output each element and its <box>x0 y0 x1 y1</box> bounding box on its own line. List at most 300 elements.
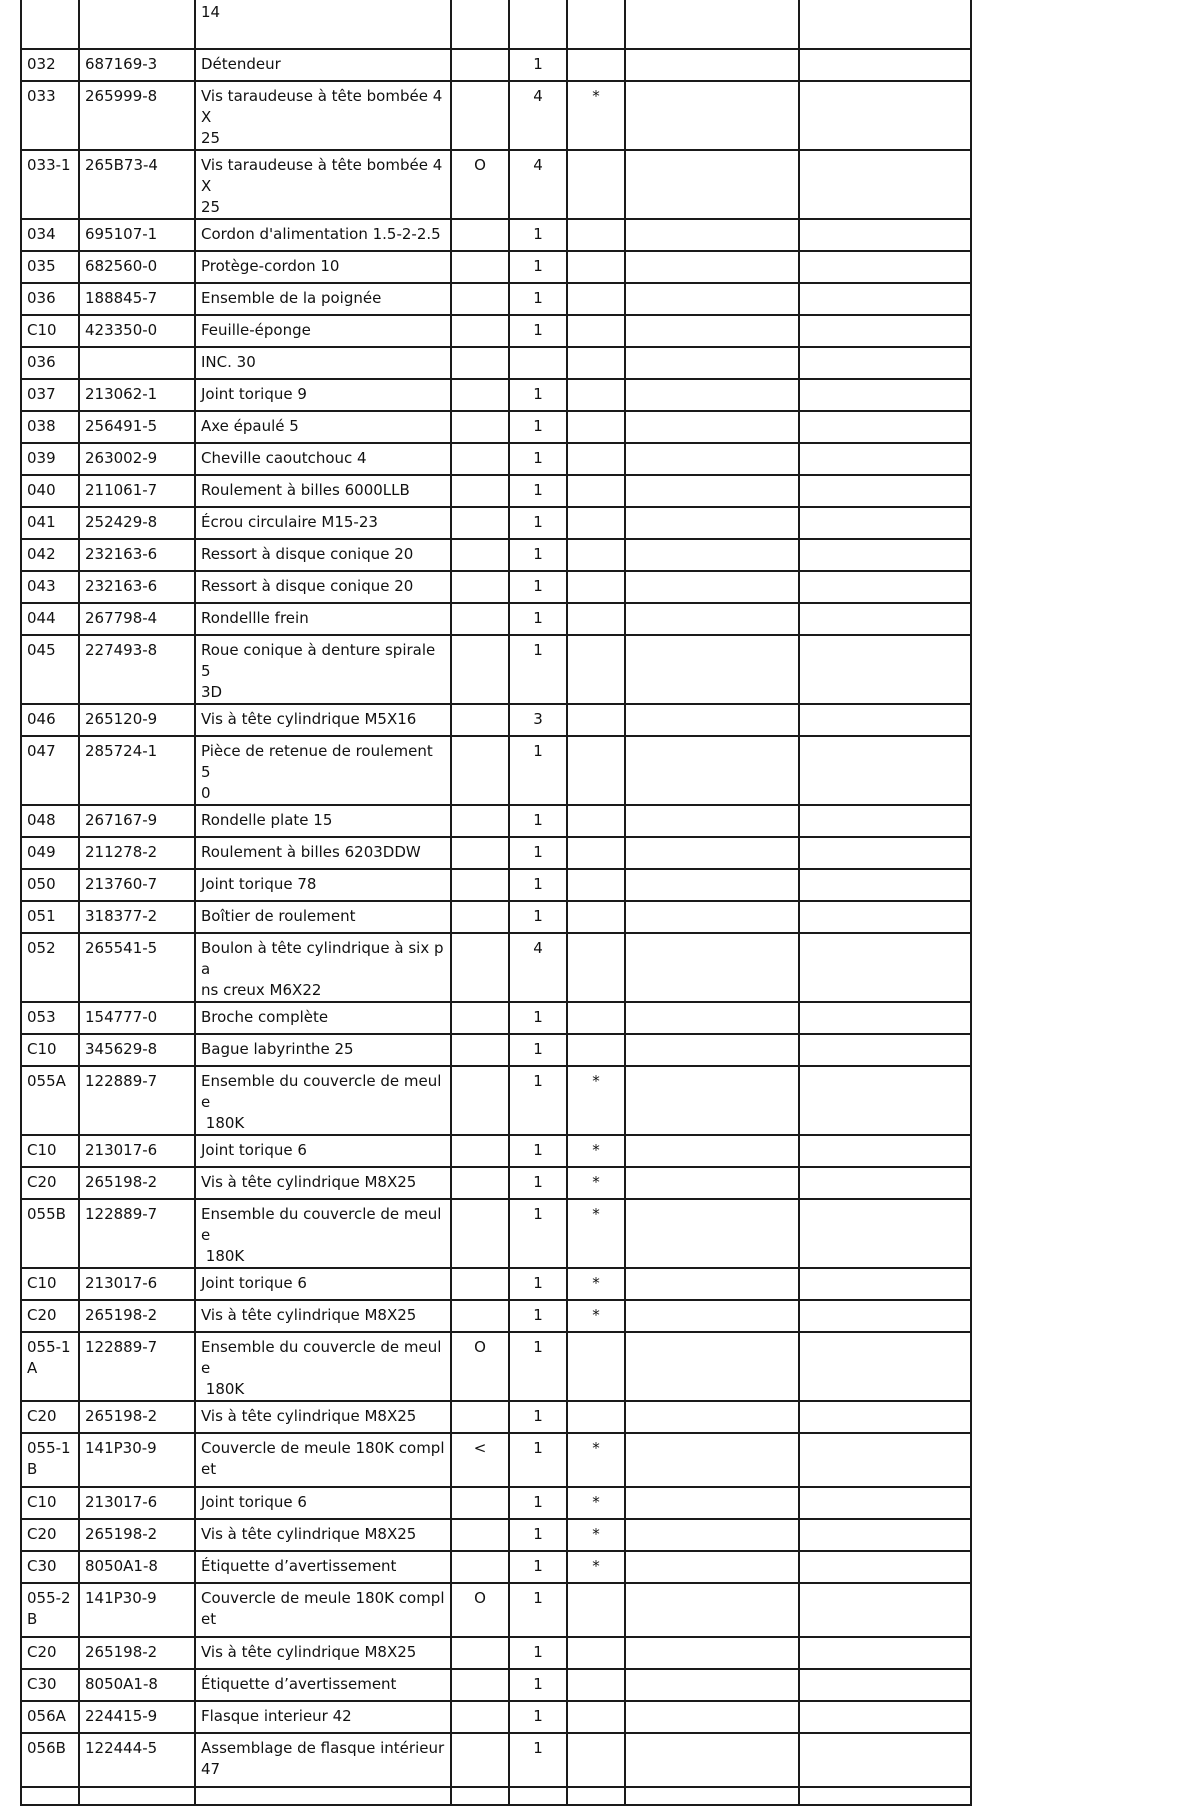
part-code-text: 211278-2 <box>85 843 158 861</box>
part-ref-cell <box>21 283 79 315</box>
table-row <box>21 539 971 571</box>
part-note-cell <box>451 411 509 443</box>
empty-cell-1 <box>625 704 799 736</box>
empty-cell-1 <box>625 1300 799 1332</box>
part-code-cell <box>79 1135 195 1167</box>
empty-cell-2 <box>799 443 971 475</box>
part-code-cell <box>79 1733 195 1787</box>
parts-table-body <box>21 0 971 1805</box>
part-code-cell <box>79 571 195 603</box>
part-code-cell <box>79 251 195 283</box>
part-description-cell <box>195 1733 451 1787</box>
table-row <box>21 443 971 475</box>
part-quantity-cell <box>509 1487 567 1519</box>
table-row <box>21 1669 971 1701</box>
part-code-cell <box>79 704 195 736</box>
part-description-text: Étiquette d’avertissement <box>201 1675 397 1693</box>
table-row <box>21 379 971 411</box>
part-description-cell <box>195 901 451 933</box>
part-code-cell <box>79 1300 195 1332</box>
part-quantity-cell <box>509 869 567 901</box>
part-code-text: 318377-2 <box>85 907 158 925</box>
empty-cell-2 <box>799 0 971 49</box>
part-ref-cell <box>21 837 79 869</box>
empty-cell-2 <box>799 1300 971 1332</box>
part-ref-cell <box>21 1332 79 1401</box>
part-description-text: Ressort à disque conique 20 <box>201 577 414 595</box>
part-ref-text: 032 <box>27 55 56 73</box>
part-quantity-text: 1 <box>533 257 543 275</box>
part-quantity-cell <box>509 933 567 1002</box>
empty-cell-1 <box>625 1135 799 1167</box>
table-row <box>21 571 971 603</box>
empty-cell-1 <box>625 347 799 379</box>
part-description-text: Écrou circulaire M15-23 <box>201 513 378 531</box>
part-mark-cell <box>567 704 625 736</box>
part-description-text: Assemblage de flasque intérieur 47 <box>201 1739 445 1778</box>
part-description-text: Couvercle de meule 180K compl et <box>201 1589 445 1628</box>
part-description-cell <box>195 1519 451 1551</box>
empty-cell-1 <box>625 475 799 507</box>
part-code-text: 263002-9 <box>85 449 158 467</box>
empty-cell-2 <box>799 539 971 571</box>
part-code-cell <box>79 933 195 1002</box>
empty-cell-2 <box>799 283 971 315</box>
part-ref-text: 033-1 <box>27 156 71 174</box>
part-description-text: Axe épaulé 5 <box>201 417 299 435</box>
part-code-text: 188845-7 <box>85 289 158 307</box>
part-quantity-cell <box>509 1002 567 1034</box>
part-description-cell <box>195 443 451 475</box>
empty-cell-1 <box>625 1433 799 1487</box>
part-code-text: 423350-0 <box>85 321 158 339</box>
empty-cell-1 <box>625 379 799 411</box>
table-row <box>21 49 971 81</box>
part-ref-text: 041 <box>27 513 56 531</box>
part-quantity-cell <box>509 1199 567 1268</box>
part-mark-cell <box>567 1002 625 1034</box>
empty-cell-1 <box>625 507 799 539</box>
empty-cell-1 <box>625 1733 799 1787</box>
part-quantity-text: 4 <box>533 156 543 174</box>
part-ref-text: C10 <box>27 321 57 339</box>
table-row <box>21 1002 971 1034</box>
table-row <box>21 0 971 49</box>
table-row <box>21 1135 971 1167</box>
empty-cell-1 <box>625 1401 799 1433</box>
empty-cell-1 <box>625 571 799 603</box>
part-quantity-text: 1 <box>533 449 543 467</box>
part-ref-cell <box>21 704 79 736</box>
part-quantity-text: 1 <box>533 609 543 627</box>
table-row <box>21 411 971 443</box>
empty-cell-2 <box>799 379 971 411</box>
empty-cell-2 <box>799 150 971 219</box>
empty-cell-1 <box>625 1583 799 1637</box>
part-quantity-cell <box>509 1167 567 1199</box>
part-description-cell <box>195 1135 451 1167</box>
part-description-cell <box>195 379 451 411</box>
part-code-text: 285724-1 <box>85 742 158 760</box>
part-mark-cell <box>567 571 625 603</box>
part-quantity-text: 1 <box>533 1675 543 1693</box>
empty-cell-2 <box>799 736 971 805</box>
part-note-cell <box>451 1199 509 1268</box>
part-mark-text: * <box>592 1173 600 1191</box>
part-quantity-text: 1 <box>533 55 543 73</box>
part-code-text: 265120-9 <box>85 710 158 728</box>
part-ref-cell <box>21 603 79 635</box>
part-code-text: 267798-4 <box>85 609 158 627</box>
part-quantity-text: 1 <box>533 1707 543 1725</box>
part-description-cell <box>195 1701 451 1733</box>
table-row <box>21 1433 971 1487</box>
part-description-text: Boulon à tête cylindrique à six pa ns creux M6X22 <box>201 939 444 999</box>
part-quantity-text: 1 <box>533 1274 543 1292</box>
part-mark-cell <box>567 603 625 635</box>
part-quantity-text: 1 <box>533 1493 543 1511</box>
part-ref-text: C20 <box>27 1643 57 1661</box>
part-quantity-text: 4 <box>533 939 543 957</box>
part-code-text: 122889-7 <box>85 1205 158 1223</box>
table-row <box>21 1332 971 1401</box>
part-mark-text: * <box>592 1141 600 1159</box>
empty-cell-2 <box>799 1002 971 1034</box>
part-code-text: 227493-8 <box>85 641 158 659</box>
part-ref-text: C20 <box>27 1306 57 1324</box>
empty-cell-2 <box>799 251 971 283</box>
part-ref-text: 045 <box>27 641 56 659</box>
table-row <box>21 1583 971 1637</box>
part-note-cell <box>451 507 509 539</box>
empty-cell-1 <box>625 1066 799 1135</box>
part-description-text: INC. 30 <box>201 353 256 371</box>
part-description-text: Ensemble de la poignée <box>201 289 382 307</box>
part-code-cell <box>79 81 195 150</box>
part-mark-cell <box>567 219 625 251</box>
part-ref-text: 049 <box>27 843 56 861</box>
part-code-cell <box>79 736 195 805</box>
part-code-text: 213017-6 <box>85 1493 158 1511</box>
part-ref-cell <box>21 1787 79 1805</box>
part-quantity-text: 1 <box>533 513 543 531</box>
part-ref-text: C10 <box>27 1141 57 1159</box>
part-quantity-cell <box>509 1701 567 1733</box>
empty-cell-2 <box>799 869 971 901</box>
part-code-text: 122889-7 <box>85 1072 158 1090</box>
part-code-text: 265B73-4 <box>85 156 158 174</box>
part-ref-text: 053 <box>27 1008 56 1026</box>
part-mark-cell <box>567 1637 625 1669</box>
part-description-cell <box>195 315 451 347</box>
empty-cell-2 <box>799 1066 971 1135</box>
part-code-cell <box>79 219 195 251</box>
part-description-text: Joint torique 6 <box>201 1141 307 1159</box>
part-description-text: Ensemble du couvercle de meule 180K <box>201 1072 442 1132</box>
part-ref-text: C20 <box>27 1173 57 1191</box>
part-note-text: O <box>474 1338 486 1356</box>
part-mark-cell <box>567 635 625 704</box>
part-code-cell <box>79 837 195 869</box>
part-code-cell <box>79 1519 195 1551</box>
part-mark-text: * <box>592 1274 600 1292</box>
part-code-cell <box>79 1268 195 1300</box>
table-row <box>21 315 971 347</box>
part-code-cell <box>79 1787 195 1805</box>
part-code-cell <box>79 507 195 539</box>
table-row <box>21 1487 971 1519</box>
part-note-cell <box>451 1300 509 1332</box>
table-row <box>21 1300 971 1332</box>
part-quantity-text: 1 <box>533 1407 543 1425</box>
part-ref-text: 055-1 B <box>27 1439 71 1478</box>
empty-cell-1 <box>625 1332 799 1401</box>
part-description-cell <box>195 869 451 901</box>
part-ref-text: 056A <box>27 1707 66 1725</box>
part-mark-text: * <box>592 1493 600 1511</box>
part-description-text: Vis à tête cylindrique M8X25 <box>201 1306 417 1324</box>
part-description-cell <box>195 1401 451 1433</box>
part-ref-text: 043 <box>27 577 56 595</box>
part-code-text: 141P30-9 <box>85 1439 157 1457</box>
part-description-cell <box>195 411 451 443</box>
table-row <box>21 283 971 315</box>
empty-cell-2 <box>799 475 971 507</box>
part-code-text: 224415-9 <box>85 1707 158 1725</box>
table-row <box>21 475 971 507</box>
empty-cell-2 <box>799 1637 971 1669</box>
part-ref-cell <box>21 507 79 539</box>
part-mark-cell <box>567 475 625 507</box>
part-ref-text: 039 <box>27 449 56 467</box>
part-ref-text: 040 <box>27 481 56 499</box>
part-code-text: 122444-5 <box>85 1739 158 1757</box>
part-quantity-cell <box>509 539 567 571</box>
part-mark-cell <box>567 1135 625 1167</box>
part-quantity-text: 1 <box>533 1557 543 1575</box>
table-row <box>21 1199 971 1268</box>
part-quantity-cell <box>509 81 567 150</box>
part-ref-cell <box>21 539 79 571</box>
empty-cell-1 <box>625 635 799 704</box>
table-row <box>21 1066 971 1135</box>
empty-cell-1 <box>625 837 799 869</box>
part-quantity-cell <box>509 1300 567 1332</box>
part-mark-cell <box>567 0 625 49</box>
part-mark-cell <box>567 837 625 869</box>
part-note-cell <box>451 603 509 635</box>
empty-cell-1 <box>625 1199 799 1268</box>
table-row <box>21 347 971 379</box>
empty-cell-1 <box>625 933 799 1002</box>
part-mark-cell <box>567 1066 625 1135</box>
part-quantity-cell <box>509 805 567 837</box>
part-ref-text: 056B <box>27 1739 66 1757</box>
empty-cell-1 <box>625 736 799 805</box>
part-ref-text: C10 <box>27 1493 57 1511</box>
empty-cell-2 <box>799 571 971 603</box>
part-code-cell <box>79 1551 195 1583</box>
part-note-cell <box>451 635 509 704</box>
part-mark-cell <box>567 1669 625 1701</box>
part-code-text: 213017-6 <box>85 1141 158 1159</box>
part-code-text: 265541-5 <box>85 939 158 957</box>
part-description-text: Détendeur <box>201 55 281 73</box>
part-mark-cell <box>567 1787 625 1805</box>
part-note-cell <box>451 1583 509 1637</box>
part-description-cell <box>195 736 451 805</box>
table-row <box>21 635 971 704</box>
part-description-cell <box>195 1199 451 1268</box>
part-quantity-cell <box>509 315 567 347</box>
part-ref-text: 052 <box>27 939 56 957</box>
part-code-cell <box>79 379 195 411</box>
part-quantity-cell <box>509 837 567 869</box>
part-quantity-cell <box>509 736 567 805</box>
part-ref-cell <box>21 0 79 49</box>
part-quantity-cell <box>509 901 567 933</box>
part-quantity-cell <box>509 571 567 603</box>
part-description-cell <box>195 1637 451 1669</box>
table-row <box>21 805 971 837</box>
part-quantity-cell <box>509 1135 567 1167</box>
part-description-cell <box>195 1787 451 1805</box>
part-note-cell <box>451 1401 509 1433</box>
part-description-text: Flasque interieur 42 <box>201 1707 352 1725</box>
part-ref-cell <box>21 1300 79 1332</box>
part-ref-cell <box>21 411 79 443</box>
empty-cell-1 <box>625 1002 799 1034</box>
part-ref-text: 055B <box>27 1205 66 1223</box>
part-description-text: Vis taraudeuse à tête bombée 4X 25 <box>201 156 443 216</box>
part-ref-cell <box>21 251 79 283</box>
part-mark-cell <box>567 347 625 379</box>
part-description-cell <box>195 1583 451 1637</box>
part-quantity-text: 1 <box>533 1306 543 1324</box>
table-row <box>21 219 971 251</box>
empty-cell-2 <box>799 507 971 539</box>
part-mark-cell <box>567 539 625 571</box>
part-ref-text: 044 <box>27 609 56 627</box>
part-code-cell <box>79 315 195 347</box>
part-note-cell <box>451 869 509 901</box>
part-mark-text: * <box>592 1525 600 1543</box>
part-note-cell <box>451 805 509 837</box>
part-quantity-text: 1 <box>533 481 543 499</box>
part-code-text: 211061-7 <box>85 481 158 499</box>
part-quantity-text: 1 <box>533 225 543 243</box>
empty-cell-2 <box>799 1733 971 1787</box>
part-code-text: 8050A1-8 <box>85 1675 158 1693</box>
part-note-cell <box>451 81 509 150</box>
part-code-text: 265198-2 <box>85 1643 158 1661</box>
part-note-cell <box>451 1002 509 1034</box>
part-quantity-cell <box>509 443 567 475</box>
part-mark-cell <box>567 1733 625 1787</box>
part-description-cell <box>195 1433 451 1487</box>
part-mark-text: * <box>592 87 600 105</box>
empty-cell-2 <box>799 1268 971 1300</box>
part-mark-cell <box>567 411 625 443</box>
empty-cell-2 <box>799 219 971 251</box>
part-note-cell <box>451 379 509 411</box>
part-description-text: Vis à tête cylindrique M5X16 <box>201 710 417 728</box>
part-note-cell <box>451 1135 509 1167</box>
part-note-cell <box>451 251 509 283</box>
part-description-text: Cheville caoutchouc 4 <box>201 449 367 467</box>
part-code-cell <box>79 1487 195 1519</box>
part-quantity-cell <box>509 1034 567 1066</box>
table-row <box>21 251 971 283</box>
part-mark-cell <box>567 869 625 901</box>
part-ref-cell <box>21 1669 79 1701</box>
part-mark-cell <box>567 251 625 283</box>
part-ref-text: 033 <box>27 87 56 105</box>
empty-cell-2 <box>799 315 971 347</box>
part-code-cell <box>79 411 195 443</box>
empty-cell-2 <box>799 1034 971 1066</box>
part-note-cell <box>451 1787 509 1805</box>
part-ref-text: 055-1 A <box>27 1338 71 1377</box>
part-quantity-cell <box>509 1787 567 1805</box>
empty-cell-1 <box>625 1519 799 1551</box>
empty-cell-2 <box>799 49 971 81</box>
part-quantity-text: 3 <box>533 710 543 728</box>
part-ref-text: 046 <box>27 710 56 728</box>
part-description-text: Vis taraudeuse à tête bombée 4X 25 <box>201 87 443 147</box>
part-code-text: 252429-8 <box>85 513 158 531</box>
part-mark-cell <box>567 1551 625 1583</box>
part-mark-text: * <box>592 1072 600 1090</box>
part-description-text: Ensemble du couvercle de meule 180K <box>201 1205 442 1265</box>
table-row <box>21 1401 971 1433</box>
part-mark-cell <box>567 1034 625 1066</box>
part-quantity-text: 1 <box>533 1205 543 1223</box>
part-quantity-text: 1 <box>533 1525 543 1543</box>
part-ref-cell <box>21 1268 79 1300</box>
empty-cell-2 <box>799 1787 971 1805</box>
part-quantity-cell <box>509 251 567 283</box>
empty-cell-1 <box>625 539 799 571</box>
part-ref-text: 035 <box>27 257 56 275</box>
table-row <box>21 1167 971 1199</box>
part-code-cell <box>79 805 195 837</box>
part-description-text: Vis à tête cylindrique M8X25 <box>201 1407 417 1425</box>
part-ref-text: C10 <box>27 1274 57 1292</box>
part-description-text: Roue conique à denture spirale 5 3D <box>201 641 436 701</box>
part-code-cell <box>79 283 195 315</box>
part-description-text: Vis à tête cylindrique M8X25 <box>201 1525 417 1543</box>
part-description-cell <box>195 283 451 315</box>
part-code-cell <box>79 0 195 49</box>
part-ref-cell <box>21 901 79 933</box>
empty-cell-2 <box>799 1401 971 1433</box>
part-description-text: Rondelle plate 15 <box>201 811 333 829</box>
table-row <box>21 1787 971 1805</box>
part-description-cell <box>195 1669 451 1701</box>
empty-cell-2 <box>799 1487 971 1519</box>
part-note-cell <box>451 539 509 571</box>
part-note-cell <box>451 1433 509 1487</box>
part-description-cell <box>195 603 451 635</box>
parts-table <box>20 0 972 1806</box>
part-quantity-cell <box>509 347 567 379</box>
part-note-cell <box>451 901 509 933</box>
part-ref-text: C10 <box>27 1040 57 1058</box>
part-ref-cell <box>21 150 79 219</box>
empty-cell-1 <box>625 1487 799 1519</box>
part-mark-cell <box>567 1268 625 1300</box>
